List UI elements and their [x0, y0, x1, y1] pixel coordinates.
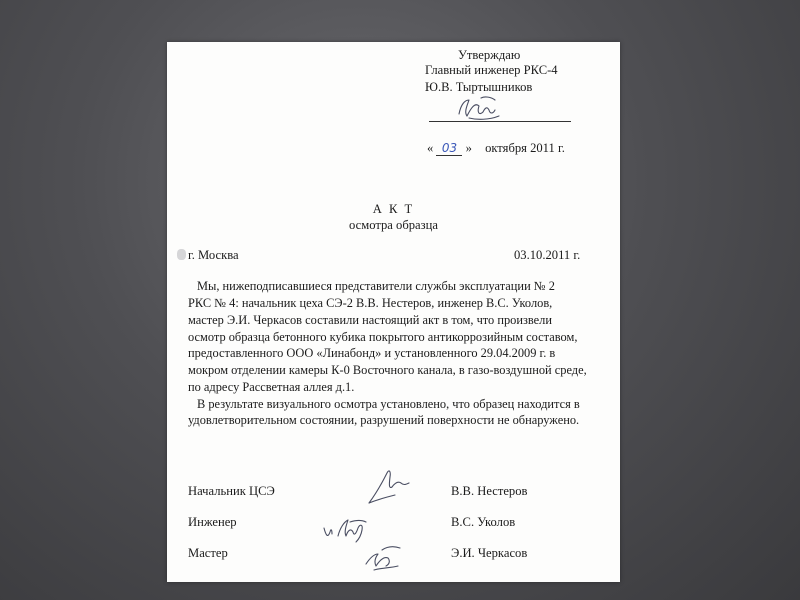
approve-word: Утверждаю — [458, 48, 521, 62]
approver-signature-line — [429, 121, 571, 122]
date-close-quote: » — [465, 141, 472, 155]
body-line: по адресу Рассветная аллея д.1. — [188, 380, 355, 394]
body-line: предоставленного ООО «Линабонд» и установленного 29.04.2009 г. в — [188, 346, 556, 360]
date-open-quote: « — [427, 141, 434, 155]
signatory-name: В.В. Нестеров — [451, 484, 528, 498]
document-title: А К Т — [372, 202, 415, 216]
body-line: В результате визуального осмотра установлено, что образец находится в — [197, 397, 580, 411]
signatory-role: Мастер — [188, 546, 228, 560]
signatory-role: Инженер — [188, 515, 237, 529]
document-subtitle: осмотра образца — [349, 218, 438, 232]
signatory-role: Начальник ЦСЭ — [188, 484, 275, 498]
stray-mark — [177, 249, 186, 260]
body-line: мокром отделении камеры К-0 Восточного канала, в газо-воздушной среде, — [188, 363, 587, 377]
signatory-name: Э.И. Черкасов — [451, 546, 528, 560]
body-line: РКС № 4: начальник цеха СЭ-2 В.В. Нестеров, инженер В.С. Уколов, — [188, 296, 553, 310]
approver-signature — [455, 94, 515, 124]
document-page — [167, 42, 620, 582]
date-month-year: октября 2011 г. — [485, 141, 565, 155]
signature-head-of-service — [365, 465, 415, 507]
approver-title: Главный инженер РКС-4 — [425, 63, 558, 77]
body-line: Мы, нижеподписавшиеся представители службы эксплуатации № 2 — [197, 279, 555, 293]
document-date: 03.10.2011 г. — [514, 248, 581, 262]
body-line: удовлетворительном состоянии, разрушений поверхности не обнаружено. — [188, 413, 580, 427]
date-day-handwritten: 03 — [436, 142, 462, 156]
approval-date — [427, 142, 565, 156]
approver-name: Ю.В. Тыртышников — [425, 80, 533, 94]
body-line: мастер Э.И. Черкасов составили настоящий акт в том, что произвели — [188, 313, 552, 327]
document-city: г. Москва — [188, 248, 239, 262]
signature-master — [360, 540, 410, 574]
body-line: осмотр образца бетонного кубика покрытого антикоррозийным составом, — [188, 330, 578, 344]
signatory-name: В.С. Уколов — [451, 515, 516, 529]
